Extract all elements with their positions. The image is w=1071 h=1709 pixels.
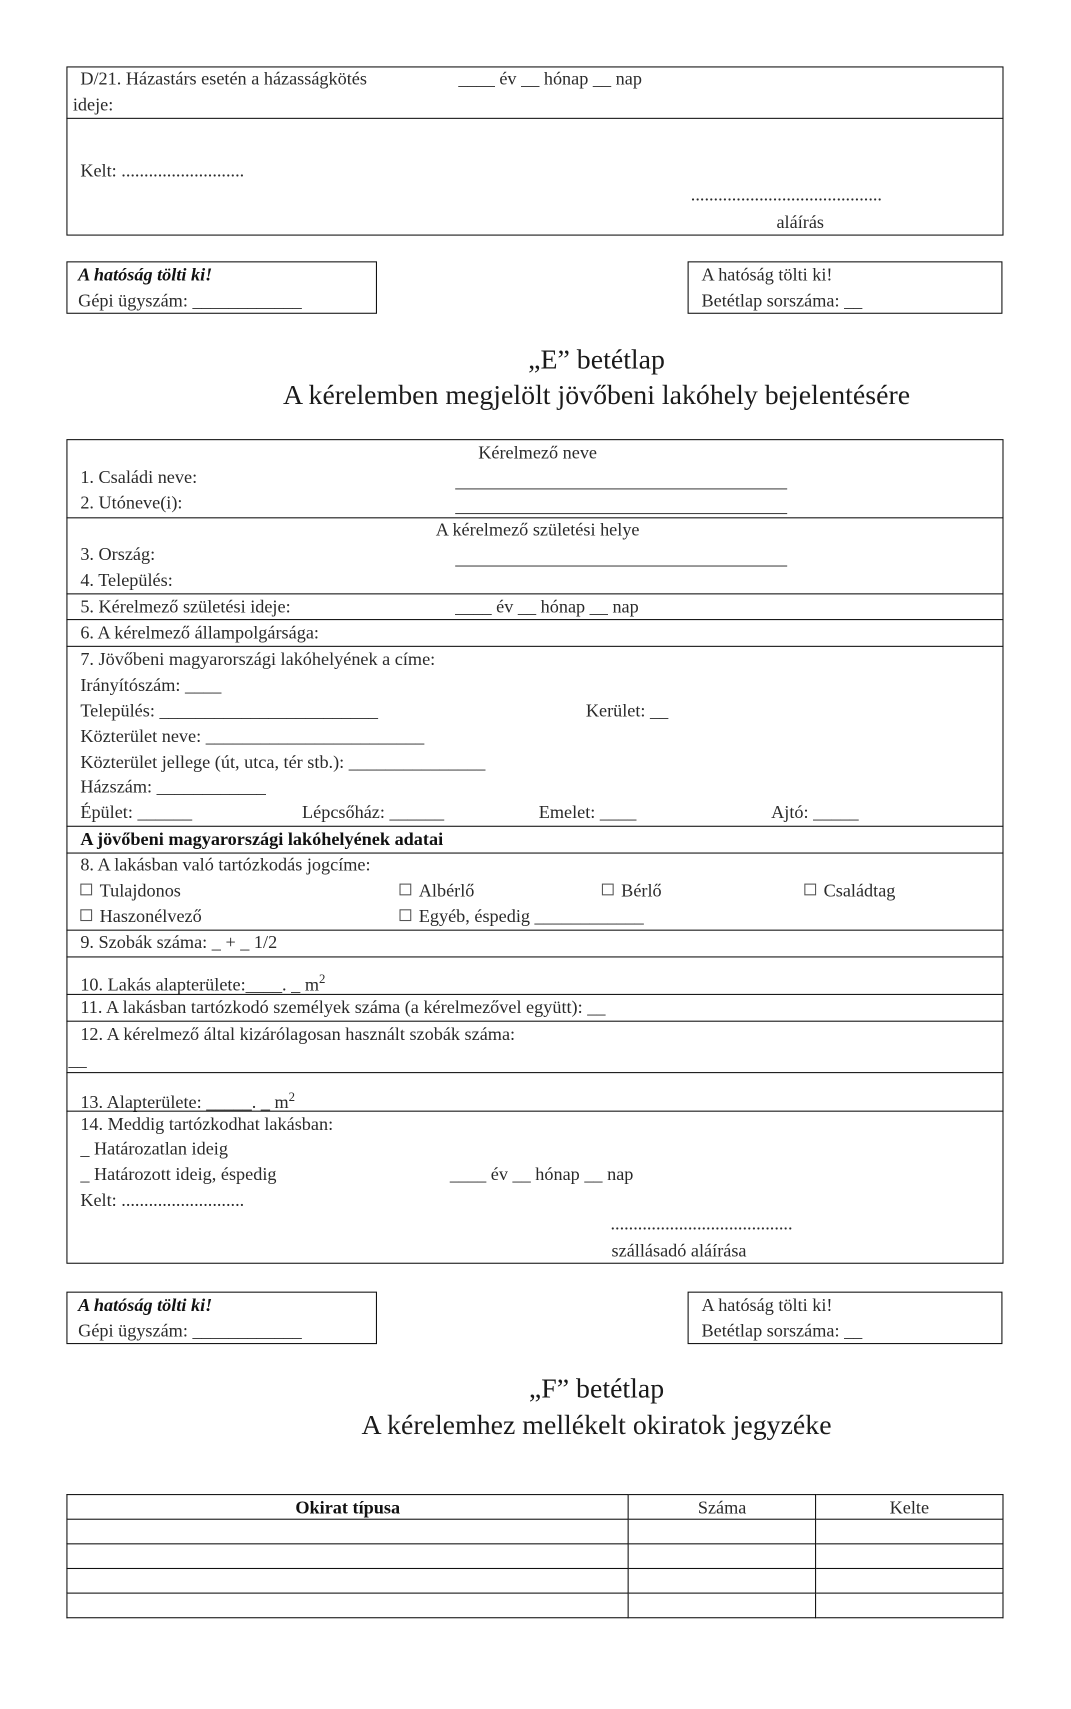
table-row: [67, 1568, 1003, 1593]
table-cell: [67, 1568, 629, 1593]
table-cell: [629, 1568, 816, 1593]
table-cell: [629, 1519, 816, 1544]
marriage-date-box: [66, 66, 1003, 235]
exclusive-rooms-label: 12. A kérelmező által kizárólagosan használt szobák száma:: [80, 1023, 516, 1045]
authority-title: A hatóság tölti ki!: [701, 264, 833, 285]
marriage-date-field: ____ év __ hónap __ nap: [458, 68, 642, 89]
birth-date-label: 5. Kérelmező születési ideje:: [80, 596, 291, 617]
header-divider: [66, 118, 1003, 119]
floor-area-unit-exponent: 2: [318, 971, 326, 987]
occupants-field: 11. A lakásban tartózkodó személyek száma (a kérelmezővel együtt): __: [80, 997, 606, 1018]
documents-table: [66, 1494, 1003, 1618]
row-divider: [66, 1021, 1003, 1022]
settlement-label: 4. Település:: [80, 569, 173, 591]
rooms-field: _ + _ 1/2: [211, 931, 278, 953]
table-cell: [816, 1593, 1003, 1618]
exclusive-area-label: 13. Alapterülete:: [80, 1092, 202, 1113]
row-divider: [66, 853, 1003, 854]
checkbox-option-subtenant: [399, 880, 474, 901]
table-row: [67, 1544, 1003, 1569]
authority-title: A hatóság tölti ki!: [78, 264, 213, 285]
sheet-e-title: „E” betétlap: [528, 343, 665, 375]
door-field: Ajtó: _____: [771, 802, 859, 823]
row-divider: [66, 593, 1003, 594]
kelt-field: Kelt: ...........................: [80, 1189, 245, 1211]
stay-definite-option: _ Határozott ideig, éspedig: [80, 1164, 277, 1185]
host-signature-dots: ........................................: [610, 1213, 793, 1234]
address-heading: 7. Jövőbeni magyarországi lakóhelyének a címe:: [80, 649, 436, 670]
applicant-name-heading: Kérelmező neve: [478, 442, 598, 463]
row-divider: [66, 1072, 1003, 1073]
row-divider: [66, 994, 1003, 995]
column-header-document-type: Okirat típusa: [67, 1495, 629, 1520]
row-divider: [66, 619, 1003, 620]
house-number-field: Házszám: ____________: [80, 776, 266, 797]
checkbox-option-owner: [80, 880, 181, 901]
checkbox: [602, 884, 614, 896]
signature-label: aláírás: [776, 212, 824, 233]
country-label: 3. Ország:: [80, 544, 156, 565]
street-type-field: Közterület jellege (út, utca, tér stb.): _______________: [80, 751, 486, 773]
table-cell: [816, 1519, 1003, 1544]
given-names-line: [455, 513, 787, 514]
postcode-field: Irányítószám: ____: [80, 674, 222, 696]
residence-title-label: 8. A lakásban való tartózkodás jogcíme:: [80, 854, 371, 876]
table-cell: [816, 1568, 1003, 1593]
checkbox-option-other: [399, 906, 643, 927]
exclusive-area-row: [80, 1086, 295, 1113]
stay-duration-label: 14. Meddig tartózkodhat lakásban:: [80, 1113, 334, 1135]
case-number-field: Gépi ügyszám: ____________: [78, 290, 302, 311]
checkbox: [399, 909, 411, 921]
exclusive-area-field: _____. _: [206, 1092, 270, 1113]
row-divider: [66, 956, 1003, 957]
authority-title: A hatóság tölti ki!: [78, 1294, 213, 1316]
rooms-row: [80, 932, 277, 953]
marriage-label: D/21. Házastárs esetén a házasságkötés: [80, 68, 367, 89]
sheet-number-field: Betétlap sorszáma: __: [701, 290, 863, 311]
country-line: [455, 565, 787, 566]
checkbox-label: Haszonélvező: [99, 906, 202, 927]
district-field: Kerület: __: [585, 700, 669, 721]
residence-data-heading: A jövőbeni magyarországi lakóhelyének adatai: [80, 828, 444, 850]
checkbox: [804, 884, 816, 896]
exclusive-rooms-field: __: [68, 1049, 87, 1070]
host-signature-label: szállásadó aláírása: [611, 1240, 747, 1261]
case-number-field: Gépi ügyszám: ____________: [78, 1320, 302, 1341]
row-divider: [66, 517, 1003, 518]
birth-date-field: ____ év __ hónap __ nap: [455, 596, 639, 617]
checkbox-option-usufructuary: [80, 906, 201, 927]
table-cell: [67, 1593, 629, 1618]
checkbox: [80, 909, 92, 921]
sheet-e-subtitle: A kérelemben megjelölt jövőbeni lakóhely bejelentésére: [282, 379, 911, 411]
checkbox-label: Bérlő: [621, 880, 662, 901]
marriage-label-continued: ideje:: [72, 94, 114, 115]
stay-indefinite-option: _ Határozatlan ideig: [80, 1138, 228, 1159]
floor-area-row: [80, 968, 325, 995]
citizenship-label: 6. A kérelmező állampolgársága:: [80, 622, 319, 643]
family-name-line: [455, 488, 787, 489]
checkbox-label: Egyéb, éspedig ____________: [418, 906, 644, 927]
floor-area-field: ____. _: [245, 974, 301, 995]
signature-dots: ..........................................: [690, 184, 882, 205]
exclusive-area-unit: m: [274, 1092, 289, 1113]
table-cell: [629, 1544, 816, 1569]
checkbox-option-family-member: [804, 880, 895, 901]
floor-area-label: 10. Lakás alapterülete:: [80, 974, 246, 995]
given-names-label: 2. Utóneve(i):: [80, 492, 183, 514]
building-field: Épület: ______: [80, 802, 193, 823]
authority-title: A hatóság tölti ki!: [701, 1294, 833, 1316]
table-cell: [67, 1544, 629, 1569]
family-name-label: 1. Családi neve:: [80, 466, 198, 488]
table-cell: [67, 1519, 629, 1544]
kelt-field: Kelt: ...........................: [80, 160, 245, 181]
floor-field: Emelet: ____: [538, 802, 637, 823]
sheet-f-title: „F” betétlap: [528, 1373, 665, 1405]
checkbox-label: Albérlő: [418, 880, 475, 901]
floor-area-unit: m: [304, 974, 319, 995]
row-divider: [66, 930, 1003, 931]
table-row: [67, 1593, 1003, 1618]
row-divider: [66, 1111, 1003, 1112]
column-header-number: Száma: [629, 1495, 816, 1520]
checkbox-option-tenant: [602, 880, 662, 901]
table-header-row: [67, 1495, 1003, 1520]
street-name-field: Közterület neve: ________________________: [80, 726, 425, 747]
checkbox-label: Tulajdonos: [99, 880, 181, 901]
address-settlement-field: Település: ________________________: [80, 700, 378, 721]
table-cell: [629, 1593, 816, 1618]
stay-definite-date-field: ____ év __ hónap __ nap: [449, 1164, 634, 1185]
table-row: [67, 1519, 1003, 1544]
sheet-f-subtitle: A kérelemhez mellékelt okiratok jegyzéke: [361, 1409, 832, 1441]
column-header-date: Kelte: [816, 1495, 1003, 1520]
exclusive-area-unit-exponent: 2: [288, 1089, 296, 1105]
rooms-label: 9. Szobák száma:: [80, 931, 208, 953]
table-cell: [816, 1544, 1003, 1569]
staircase-field: Lépcsőház: ______: [302, 802, 445, 823]
checkbox-label: Családtag: [823, 880, 896, 901]
checkbox: [399, 884, 411, 896]
birth-place-heading: A kérelmező születési helye: [435, 519, 640, 540]
row-divider: [66, 646, 1003, 647]
sheet-number-field: Betétlap sorszáma: __: [701, 1320, 863, 1341]
checkbox: [80, 884, 92, 896]
row-divider: [66, 826, 1003, 827]
